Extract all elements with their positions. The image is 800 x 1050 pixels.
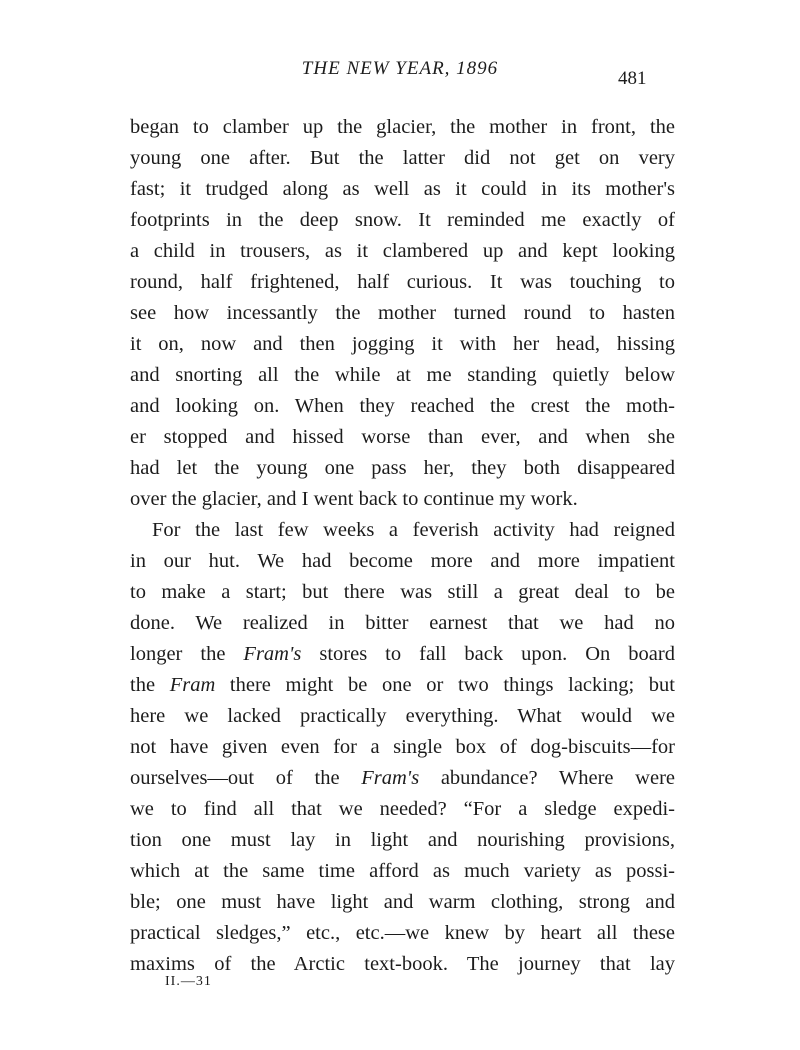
text-line: ourselves—out of the Fram's abundance? Where were [130,767,675,789]
text-line: longer the Fram's stores to fall back upon. On board [130,643,675,665]
text-line: had let the young one pass her, they both disappeared [130,457,675,479]
paragraph [130,515,675,980]
text-line: and snorting all the while at me standing quietly below [130,364,675,386]
text-line: the Fram there might be one or two things lacking; but [130,674,676,696]
text-line: see how incessantly the mother turned round to hasten [130,302,675,324]
running-head: THE NEW YEAR, 1896 [301,58,499,79]
text-line: ble; one must have light and warm clothing, strong and [130,891,675,913]
text-line: done. We realized in bitter earnest that we had no [130,612,675,634]
text-line: footprints in the deep snow. It reminded me exactly of [130,209,675,231]
text-line: a child in trousers, as it clambered up and kept looking [130,240,675,262]
body-text [130,112,675,980]
text-line: to make a start; but there was still a great deal to be [130,581,675,603]
text-line: and looking on. When they reached the crest the moth- [130,395,675,417]
text-line: round, half frightened, half curious. It was touching to [130,271,675,293]
text-line: fast; it trudged along as well as it could in its mother's [130,178,675,200]
text-line: in our hut. We had become more and more impatient [130,550,675,572]
text-line: it on, now and then jogging it with her head, hissing [130,333,675,355]
text-line: which at the same time afford as much variety as possi- [130,860,675,882]
page-number: 481 [618,68,647,89]
text-line: young one after. But the latter did not get on very [130,147,675,169]
text-line: For the last few weeks a feverish activity had reigned [152,519,675,541]
text-line: here we lacked practically everything. What would we [130,705,675,727]
text-line: not have given even for a single box of dog-biscuits—for [130,736,675,758]
text-line: practical sledges,” etc., etc.—we knew by heart all these [130,922,675,944]
paragraph [130,112,675,515]
text-line: began to clamber up the glacier, the mother in front, the [130,116,675,138]
text-line: we to find all that we needed? “For a sledge expedi- [130,798,675,820]
signature-mark: II.—31 [165,974,212,989]
text-line: tion one must lay in light and nourishing provisions, [130,829,675,851]
text-line: er stopped and hissed worse than ever, and when she [130,426,675,448]
text-line: maxims of the Arctic text-book. The journey that lay [130,953,675,975]
text-line: over the glacier, and I went back to continue my work. [130,488,578,510]
